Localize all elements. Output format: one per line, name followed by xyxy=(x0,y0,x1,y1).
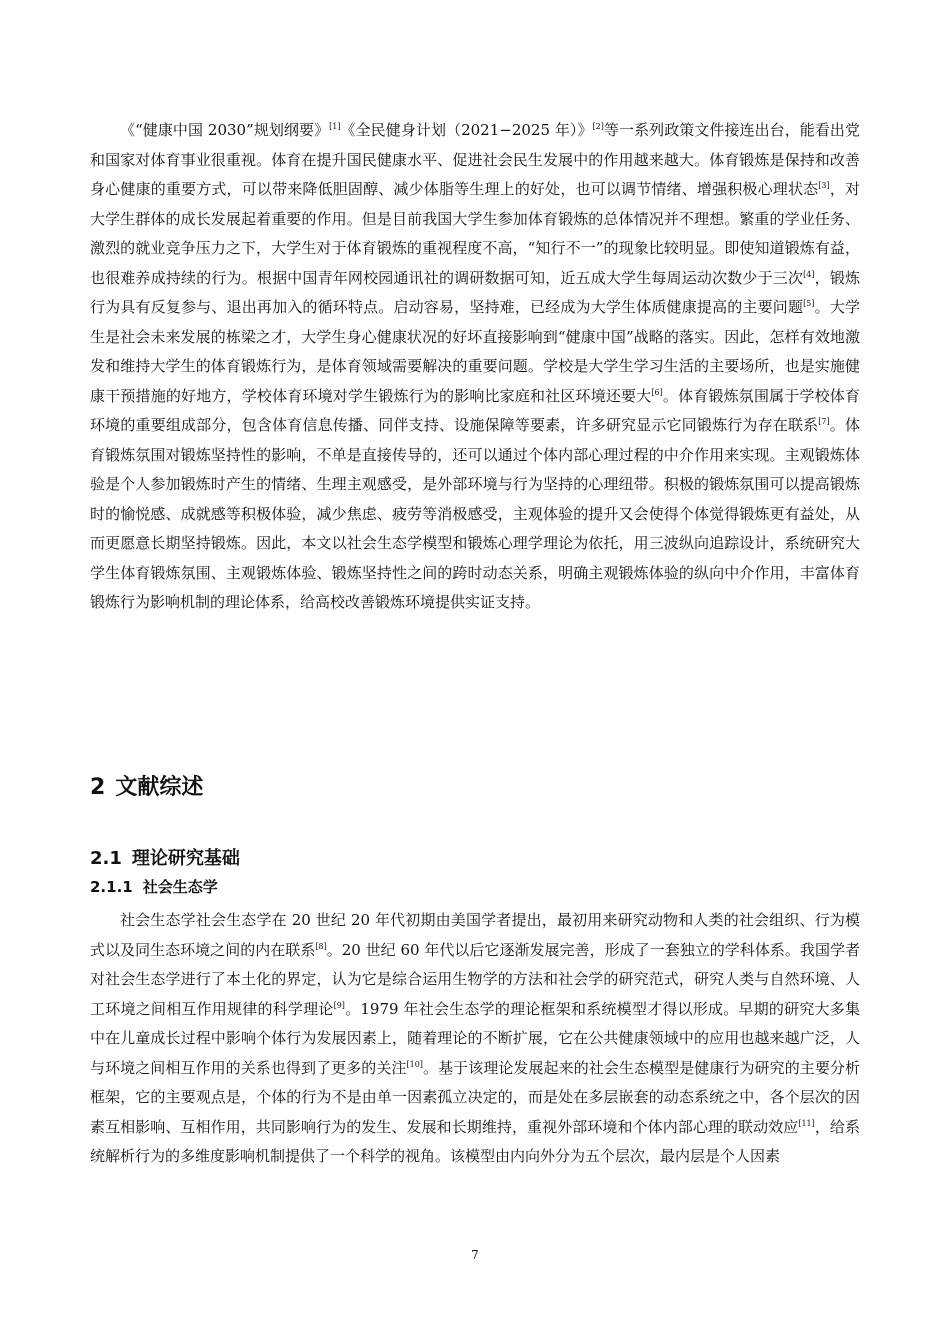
citation-ref: [3] xyxy=(818,181,830,190)
text-run: 社会生态学社会生态学在 20 世纪 20 年代初期由美国学者提出，最初用来研究动物和人类的社会组织、行为模式以及同生态环境之间的内在联系 xyxy=(90,911,860,959)
citation-ref: [10] xyxy=(406,1059,423,1069)
subsection-title: 理论研究基础 xyxy=(131,848,240,869)
section-heading xyxy=(90,770,203,801)
citation-ref: [8] xyxy=(315,941,327,951)
section-number: 2 xyxy=(90,775,106,800)
subsubsection-title: 社会生态学 xyxy=(142,878,218,896)
text-run: 。体育锻炼氛围对锻炼坚持性的影响，不单是直接传导的，还可以通过个体内部心理过程的中介作用来实现。主观锻炼体验是个人参加锻炼时产生的情绪、生理主观感受，是外部环境与行为坚持的心理纽带。积极的锻炼氛围可以提高锻炼时的愉悦感、成就感等积极体验，减少焦虑、疲劳等消极感受，主观体验的提升又会使得个体觉得锻炼更有益处，从而更愿意长期坚持锻炼。因此，本文以社会生态学模型和锻炼心理学理论为依托，用三波纵向追踪设计，系统研究大学生体育锻炼氛围、主观锻炼体验、锻炼坚持性之间的跨时动态关系，明确主观锻炼体验的纵向中介作用，丰富体育锻炼行为影响机制的理论体系，给高校改善锻炼环境提供实证支持。 xyxy=(90,416,860,611)
text-run: 。基于该理论发展起来的社会生态模型是健康行为研究的主要分析框架，它的主要观点是，个体的行为不是由单一因素孤立决定的，而是处在多层嵌套的动态系统之中，各个层次的因素互相影响、互相作用，共同影响行为的发生、发展和长期维持，重视外部环境和个体内部心理的联动效应 xyxy=(90,1058,860,1136)
text-run: ，给系统解析行为的多维度影响机制提供了一个科学的视角。该模型由内向外分为五个层次，最内层是个人因素 xyxy=(90,1117,860,1165)
subsection-heading xyxy=(90,844,240,870)
text-run: 《全民健身计划（2021−2025 年）》 xyxy=(340,121,593,139)
citation-ref: [11] xyxy=(798,1118,815,1128)
intro-paragraph xyxy=(90,116,860,618)
citation-ref: [2] xyxy=(592,122,604,131)
citation-ref: [5] xyxy=(803,299,815,308)
citation-ref: [4] xyxy=(803,269,815,279)
text-run: 。大学生是社会未来发展的栋梁之才，大学生身心健康状况的好坏直接影响到“健康中国”战略的落实。因此，怎样有效地激发和维持大学生的体育锻炼行为，是体育领域需要解决的重要问题。学校是大学生学习生活的主要场所，也是实施健康干预措施的好地方，学校体育环境对学生锻炼行为的影响比家庭和社区环境还要大 xyxy=(90,298,860,405)
page-number: 7 xyxy=(471,1248,479,1262)
section-title: 文献综述 xyxy=(115,775,204,800)
text-run: ，对大学生群体的成长发展起着重要的作用。但是目前我国大学生参加体育锻炼的总体情况并不理想。繁重的学业任务、激烈的就业竞争压力之下，大学生对于体育锻炼的重视程度不高，“知行不一”的现象比较明显。即使知道锻炼有益，也很难养成持续的行为。根据中国青年网校园通讯社的调研数据可知，近五成大学生每周运动次数少于三次 xyxy=(90,180,860,287)
citation-ref: [7] xyxy=(818,417,830,426)
citation-ref: [1] xyxy=(329,122,341,131)
body-paragraph xyxy=(90,906,860,1172)
text-run: 。体育锻炼氛围属于学校体育环境的重要组成部分，包含体育信息传播、同伴支持、设施保障等要素，许多研究显示它同锻炼行为存在联系 xyxy=(90,386,860,434)
citation-ref: [6] xyxy=(651,387,663,397)
text-run: 。20 世纪 60 年代以后它逐渐发展完善，形成了一套独立的学科体系。我国学者对社会生态学进行了本土化的界定，认为它是综合运用生物学的方法和社会学的研究范式，研究人类与自然环境、人工环境之间相互作用规律的科学理论 xyxy=(90,940,860,1018)
text-run: 等一系列政策文件接连出台，能看出党和国家对体育事业很重视。体育在提升国民健康水平、促进社会民生发展中的作用越来越大。体育锻炼是保持和改善身心健康的重要方式，可以带来降低胆固醇、减少体脂等生理上的好处，也可以调节情绪、增强积极心理状态 xyxy=(90,121,860,198)
text-run: ，锻炼行为具有反复参与、退出再加入的循环特点。启动容易，坚持难，已经成为大学生体质健康提高的主要问题 xyxy=(90,268,860,316)
text-run: 《“健康中国 2030”规划纲要》 xyxy=(120,121,330,139)
text-run: 。1979 年社会生态学的理论框架和系统模型才得以形成。早期的研究大多集中在儿童成长过程中影响个体行为发展因素上，随着理论的不断扩展，它在公共健康领域中的应用也越来越广泛，人与环境之间相互作用的关系也得到了更多的关注 xyxy=(90,999,860,1077)
citation-ref: [9] xyxy=(333,1000,345,1010)
subsubsection-heading xyxy=(90,876,218,897)
subsubsection-number: 2.1.1 xyxy=(90,878,133,896)
subsection-number: 2.1 xyxy=(90,848,122,869)
